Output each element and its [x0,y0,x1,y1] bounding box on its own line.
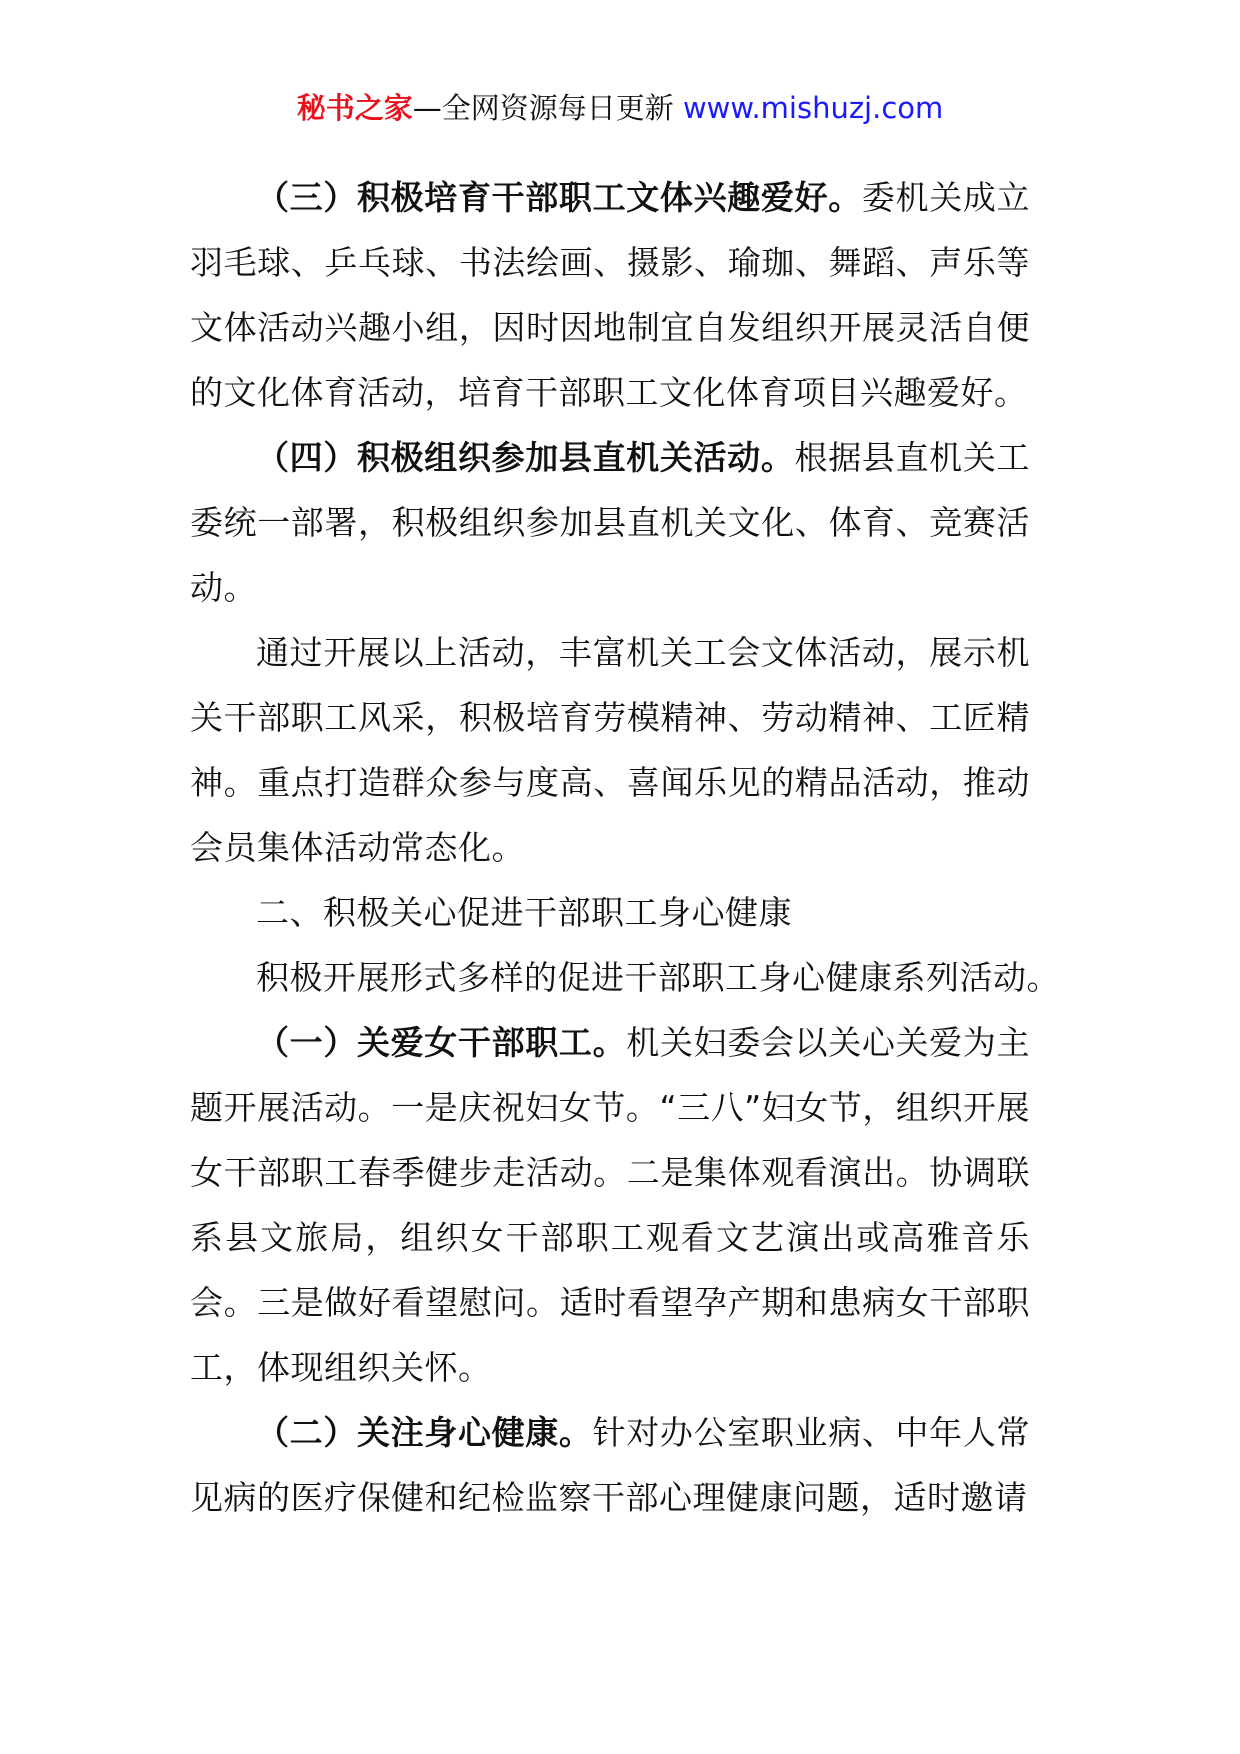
paragraph-lead: （一）关爱女干部职工。 [256,1023,627,1062]
paragraph-county-activities [190,425,1030,620]
paragraph-text: 根据县直机关工委统一部署，积极组织参加县直机关文化、体育、竞赛活动。 [190,438,1031,607]
paragraph-health-intro [190,945,1060,1010]
paragraph-text: 通过开展以上活动，丰富机关工会文体活动，展示机关干部职工风采，积极培育劳模精神、劳动精神、工匠精神。重点打造群众参与度高、喜闻乐见的精品活动，推动会员集体活动常态化。 [190,633,1030,867]
document-body [190,165,1060,1530]
paragraph-mental-health [190,1400,1030,1530]
paragraph-lead: （三）积极培育干部职工文体兴趣爱好。 [256,178,862,217]
section-heading-health [190,880,1030,945]
paragraph-summary [190,620,1030,880]
header-brand: 秘书之家 [296,91,413,125]
page-header [0,86,1240,130]
paragraph-culture-interest [190,165,1030,425]
paragraph-text: 机关妇委会以关心关爱为主题开展活动。一是庆祝妇女节。“三八”妇女节，组织开展女干部职工春季健步走活动。二是集体观看演出。协调联系县文旅局，组织女干部职工观看文艺演出或高雅音乐会。三是做好看望慰问。适时看望孕产期和患病女干部职工，体现组织关怀。 [190,1023,1031,1387]
paragraph-lead: （二）关注身心健康。 [256,1413,593,1452]
paragraph-female-staff [190,1010,1030,1400]
paragraph-text: 二、积极关心促进干部职工身心健康 [256,893,792,932]
paragraph-text: 委机关成立羽毛球、乒乓球、书法绘画、摄影、瑜珈、舞蹈、声乐等文体活动兴趣小组，因时因地制宜自发组织开展灵活自便的文化体育活动，培育干部职工文化体育项目兴趣爱好。 [190,178,1031,412]
paragraph-text: 针对办公室职业病、中年人常见病的医疗保健和纪检监察干部心理健康问题，适时邀请 [190,1413,1031,1517]
header-url[interactable]: www.mishuzj.com [673,91,944,125]
paragraph-lead: （四）积极组织参加县直机关活动。 [256,438,795,477]
header-tagline: —全网资源每日更新 [412,91,674,125]
paragraph-text: 积极开展形式多样的促进干部职工身心健康系列活动。 [256,958,1060,997]
